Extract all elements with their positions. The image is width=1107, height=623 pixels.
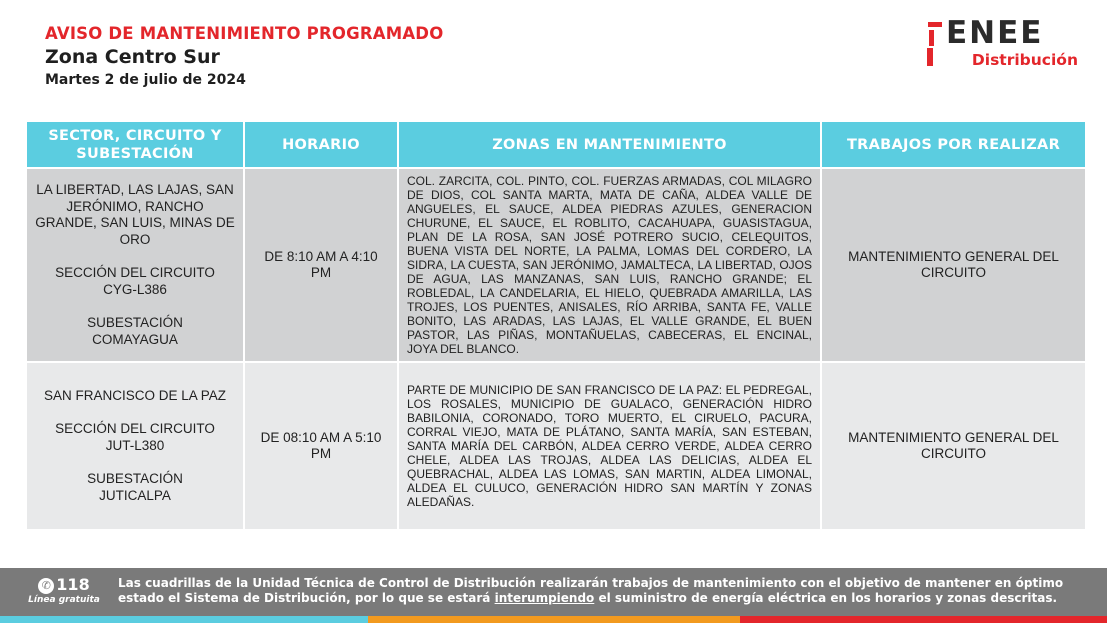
footer-text-end: el suministro de energía eléctrica en los horarios y zonas descritas. [594, 591, 1058, 605]
sector-names: SAN FRANCISCO DE LA PAZ [43, 387, 227, 403]
zonas-cell: PARTE DE MUNICIPIO DE SAN FRANCISCO DE LA PAZ: EL PEDREGAL, LOS ROSALES, MUNICIPIO DE GUALACO, GENERACIÓN HIDRO BABILONIA, CORONADO, TORO MUERTO, EL CIRUELO, PACURA, CORRAL VIEJO, MATA DE PLÁTANO, SANTA MARÍA, SAN ESTEBAN, SANTA MARÍA DEL CARBÓN, ALDEA CERRO VERDE, ALDEA CERRO CHELE, ALDEA LAS TROJAS, ALDEA LAS DELICIAS, ALDEA EL QUEBRACHAL, ALDEA LAS LOMAS, SAN MARTIN, ALDEA LIMONAL, ALDEA EL CULUCO, GENERACIÓN HIDRO SAN MARTÍN Y ZONAS ALEDAÑAS. [398, 362, 821, 530]
footer-text-underlined: interumpiendo [494, 591, 595, 605]
table-row [26, 362, 1086, 530]
table-row [26, 168, 1086, 362]
trabajos-cell: MANTENIMIENTO GENERAL DEL CIRCUITO [821, 362, 1086, 530]
circuit-label: SECCIÓN DEL CIRCUITO [55, 421, 215, 437]
hotline-label: Línea gratuita [28, 595, 100, 605]
sector-cell [26, 362, 244, 530]
circuit-code: JUT-L380 [105, 437, 165, 453]
color-stripe-cyan [0, 616, 368, 623]
maintenance-table [25, 120, 1087, 531]
hotline-number: 118 [56, 575, 90, 594]
color-stripe-orange [368, 616, 740, 623]
table-header-row [26, 121, 1086, 168]
zonas-cell: COL. ZARCITA, COL. PINTO, COL. FUERZAS ARMADAS, COL MILAGRO DE DIOS, COL SANTA MARTA, MATA DE CAÑA, ALDEA VALLE DE ANGUELES, EL SAUCE, ALDEA PIEDRAS AZULES, GENERACION CHURUNE, EL SAUCE, EL ROBLITO, CACAHUAPA, GUASISTAGUA, PLAN DE LA ROSA, SAN JOSÉ POTRERO SUCIO, CELEQUITOS, BUENA VISTA DEL NORTE, LA PALMA, LOMAS DEL CORDERO, LA SIDRA, LA CUESTA, SAN JERÓNIMO, JAMALTECA, LA LIBERTAD, OJOS DE AGUA, LAS MANZANAS, SAN LUIS, RANCHO GRANDE; EL ROBLEDAL, LA CANDELARIA, EL HIELO, QUEBRADA AMARILLA, LAS TROJES, LOS PUENTES, ANISALES, RÍO ARRIBA, SANTA FE, VALLE BONITO, LAS ARADAS, LAS LAJAS, EL VALLE GRANDE, EL BUEN PASTOR, LAS PIÑAS, MONTAÑUELAS, CABECERAS, EL ENCINAL, JOYA DEL BLANCO. [398, 168, 821, 362]
enee-logo [926, 15, 1080, 70]
hotline[interactable] [28, 576, 100, 606]
substation-name: COMAYAGUA [92, 331, 178, 347]
phone-icon: ✆ [38, 578, 54, 594]
horario-cell: DE 08:10 AM A 5:10 PM [244, 362, 398, 530]
header-horario: HORARIO [244, 121, 398, 168]
notice-header [45, 24, 443, 90]
header-zonas: ZONAS EN MANTENIMIENTO [398, 121, 821, 168]
trabajos-cell: MANTENIMIENTO GENERAL DEL CIRCUITO [821, 168, 1086, 362]
logo-brand: ENEE [946, 15, 1044, 51]
circuit-code: CYG-L386 [103, 281, 167, 297]
notice-title: AVISO DE MANTENIMIENTO PROGRAMADO [45, 24, 444, 43]
logo-subtitle: Distribución [971, 51, 1078, 69]
substation-label: SUBESTACIÓN [87, 471, 183, 487]
notice-date: Martes 2 de julio de 2024 [45, 72, 246, 88]
footer-text-start: Las cuadrillas de la Unidad Técnica de Control de Distribución realizarán trabajos de mantenimiento con el objetivo de mantener en óptimo estado el Sistema de Distribución, por lo que se estará [118, 576, 1064, 605]
substation-label: SUBESTACIÓN [87, 315, 183, 330]
circuit-label: SECCIÓN DEL CIRCUITO [55, 265, 215, 280]
color-stripe-red [740, 616, 1107, 623]
zone-name: Zona Centro Sur [45, 46, 220, 68]
header-trabajos: TRABAJOS POR REALIZAR [821, 121, 1086, 168]
footer-notice [118, 576, 1078, 606]
sector-names: LA LIBERTAD, LAS LAJAS, SAN JERÓNIMO, RANCHO GRANDE, SAN LUIS, MINAS DE ORO [35, 182, 235, 247]
header-sector: SECTOR, CIRCUITO Y SUBESTACIÓN [26, 121, 244, 168]
substation-name: JUTICALPA [99, 487, 171, 503]
sector-cell [26, 168, 244, 362]
footer-bar [0, 568, 1107, 616]
horario-cell: DE 8:10 AM A 4:10 PM [244, 168, 398, 362]
